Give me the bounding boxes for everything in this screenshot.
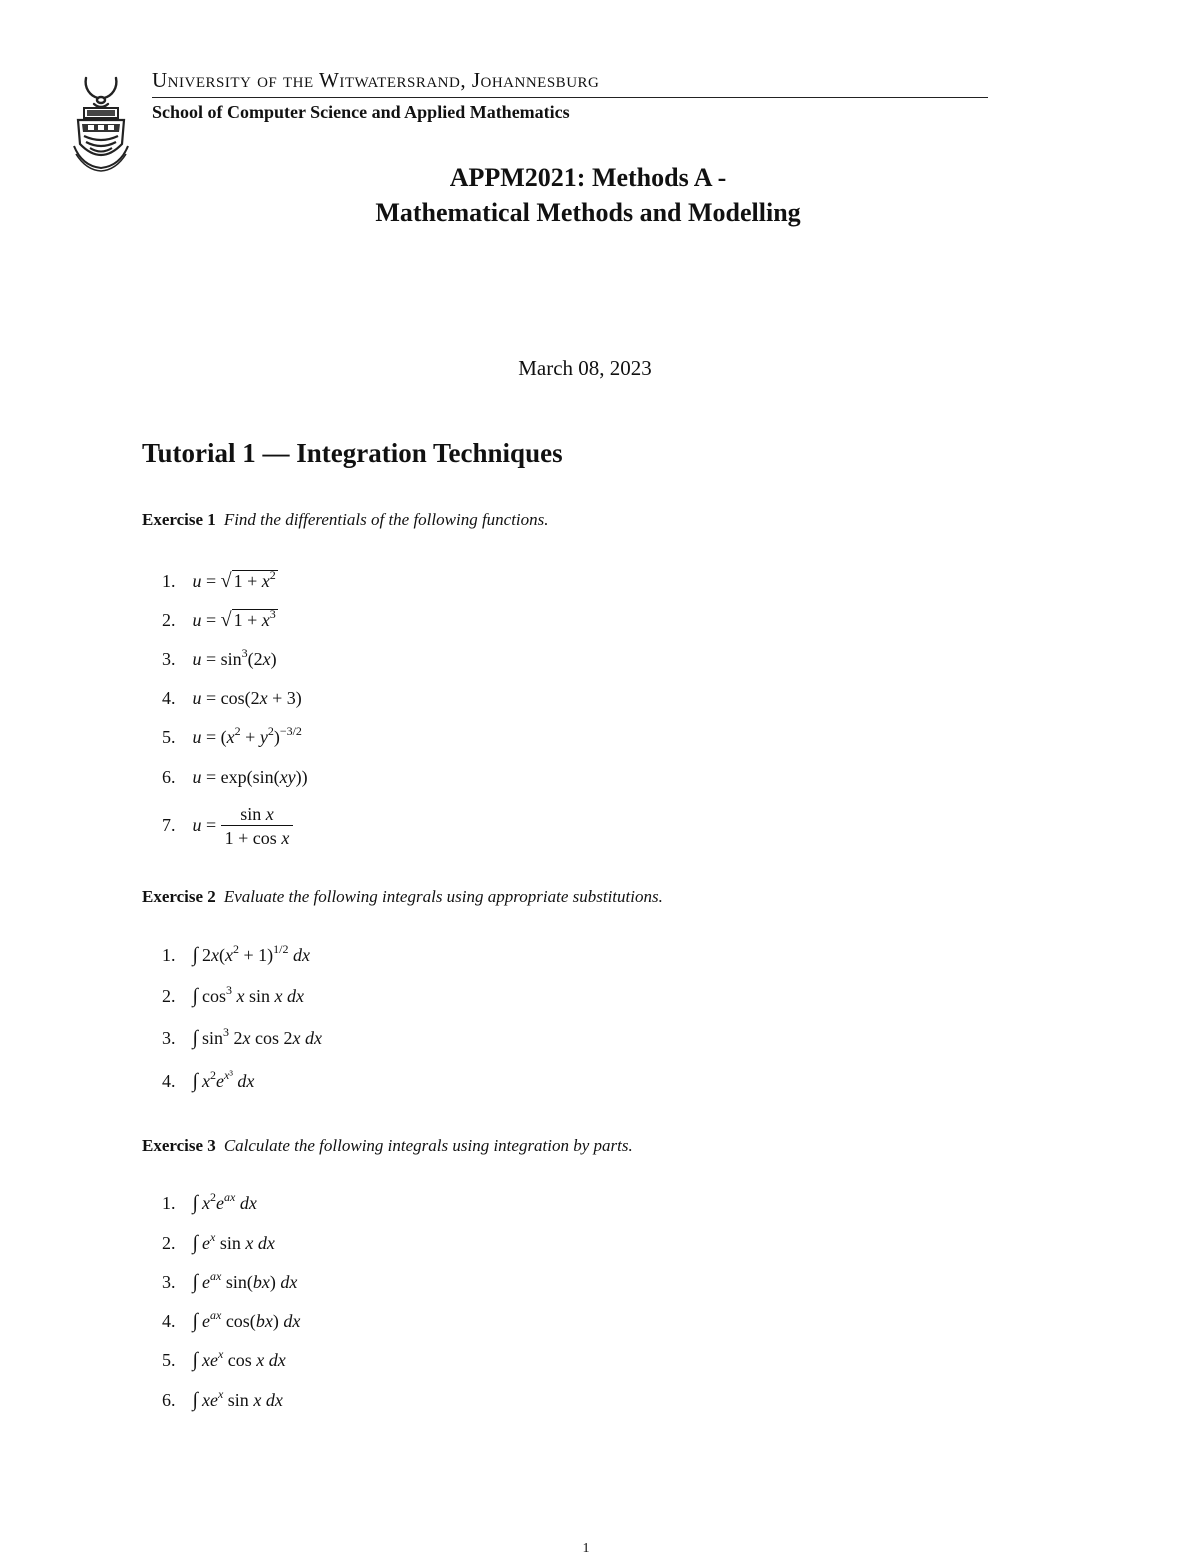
math-expression: ∫ $2x(x^2 + 1)^{1/2}$ dx	[192, 942, 310, 966]
exercise-1-item-2	[162, 606, 278, 634]
exercise-label: Exercise 1	[142, 510, 216, 529]
item-number: 1.	[162, 1193, 176, 1213]
item-number: 2.	[162, 1233, 176, 1253]
item-number: 6.	[162, 1390, 176, 1410]
math-expression: ∫ $e^x$ sin x dx	[192, 1230, 275, 1254]
exercise-1-item-6	[162, 763, 308, 791]
exercise-2-item-2	[162, 982, 304, 1010]
math-expression: ∫ $e^{ax}$ sin(bx) dx	[192, 1269, 298, 1293]
header-rule	[152, 97, 988, 98]
math-expression: ∫ $xe^x$ cos x dx	[192, 1347, 286, 1371]
math-expression: u = cos(2x + 3)	[192, 688, 302, 708]
math-expression: ∫ $xe^x$ sin x dx	[192, 1387, 283, 1411]
math-expression: u = √ $1 + x^2$	[192, 568, 276, 592]
exercise-1-item-4	[162, 684, 302, 712]
item-number: 5.	[162, 1350, 176, 1370]
exercise-instruction: Find the differentials of the following functions.	[223, 510, 549, 529]
exercise-instruction: Evaluate the following integrals using appropriate substitutions.	[223, 887, 663, 906]
exercise-3-heading	[142, 1135, 633, 1157]
exercise-2-item-1	[162, 941, 310, 969]
exercise-3-item-4	[162, 1307, 300, 1335]
math-expression: u = exp(sin(xy))	[192, 767, 308, 787]
math-expression: u = √ $1 + x^3$	[192, 607, 276, 631]
exercise-2-heading	[142, 886, 663, 908]
course-title-line-2: Mathematical Methods and Modelling	[375, 198, 801, 227]
tutorial-heading: Tutorial 1 — Integration Techniques	[142, 438, 563, 468]
exercise-3-item-2	[162, 1229, 275, 1257]
math-expression: ∫ $\sin^3 2x$ cos 2x dx	[192, 1025, 322, 1049]
item-number: 2.	[162, 610, 176, 630]
exercise-instruction: Calculate the following integrals using integration by parts.	[223, 1136, 633, 1155]
math-expression: $u = (x^2 + y^2)^{-3/2}$	[192, 724, 302, 747]
item-number: 4.	[162, 1071, 176, 1091]
university-crest-logo	[72, 74, 130, 172]
item-number: 4.	[162, 688, 176, 708]
page-number: 1	[582, 1541, 590, 1556]
exercise-2-item-3	[162, 1024, 322, 1052]
math-expression: ∫ $x^2e^{ax}$ dx	[192, 1190, 257, 1214]
math-expression: ∫ $e^{ax}$ cos(bx) dx	[192, 1308, 301, 1332]
item-number: 1.	[162, 571, 176, 591]
exercise-3-item-5	[162, 1346, 286, 1374]
item-number: 6.	[162, 767, 176, 787]
university-name: University of the Witwatersrand, Johannesburg	[152, 68, 600, 92]
exercise-3-item-3	[162, 1268, 297, 1296]
exercise-1-item-5	[162, 723, 302, 751]
math-expression: u = $\frac{\text{sin x}}{\text{1 + cos x}}$	[193, 800, 294, 850]
item-number: 2.	[162, 986, 176, 1006]
math-expression: ∫ $x^2e^{x^3}$ dx	[192, 1068, 255, 1092]
exercise-3-item-1	[162, 1189, 257, 1217]
course-title-line-1: APPM2021: Methods A -	[449, 163, 727, 192]
item-number: 3.	[162, 649, 176, 669]
exercise-label: Exercise 3	[142, 1136, 216, 1155]
exercise-3-item-6	[162, 1386, 283, 1414]
item-number: 3.	[162, 1028, 176, 1048]
item-number: 7.	[162, 815, 176, 835]
item-number: 1.	[162, 945, 176, 965]
exercise-1-item-1	[162, 567, 278, 595]
document-date: March 08, 2023	[518, 356, 652, 380]
exercise-1-item-7	[162, 800, 293, 850]
exercise-label: Exercise 2	[142, 887, 216, 906]
math-expression: ∫ $\cos^3 x$ sin x dx	[192, 983, 304, 1007]
school-name: School of Computer Science and Applied Mathematics	[152, 102, 570, 122]
item-number: 3.	[162, 1272, 176, 1292]
math-expression: $u = \sin^3(2x)$	[192, 646, 277, 669]
item-number: 4.	[162, 1311, 176, 1331]
exercise-1-heading	[142, 509, 549, 531]
exercise-1-item-3	[162, 645, 277, 673]
exercise-2-item-4	[162, 1067, 254, 1095]
item-number: 5.	[162, 727, 176, 747]
